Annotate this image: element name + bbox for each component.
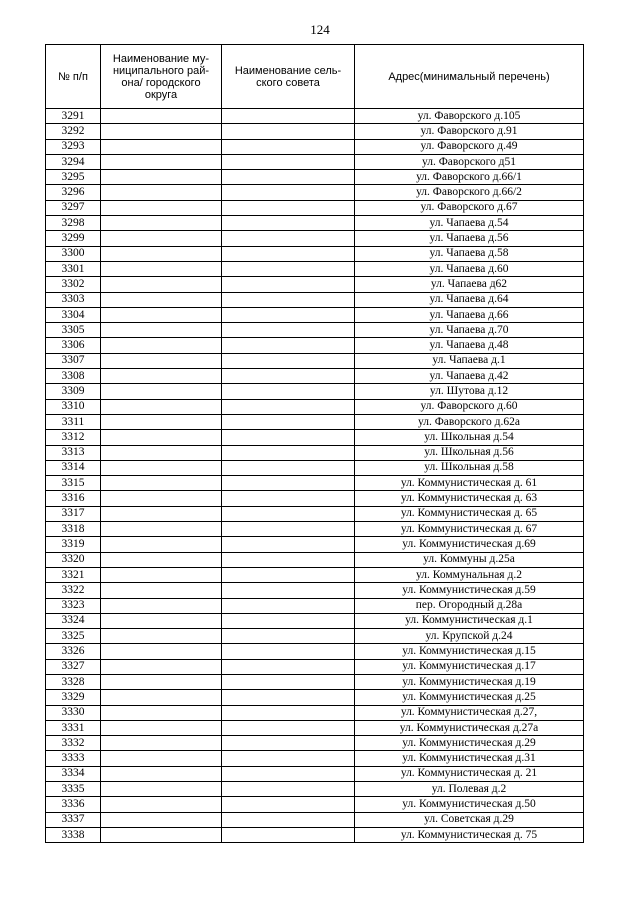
council-cell [222,277,355,292]
address-cell: ул. Коммунистическая д.1 [355,613,584,628]
address-cell: ул. Чапаева д.70 [355,323,584,338]
district-cell [101,613,222,628]
table-row [46,185,584,200]
table-row [46,307,584,322]
table-row [46,782,584,797]
address-cell: ул. Советская д.29 [355,812,584,827]
district-cell [101,399,222,414]
table-row [46,751,584,766]
district-cell [101,170,222,185]
address-cell: ул. Крупской д.24 [355,629,584,644]
row-number: 3300 [46,246,101,261]
row-number: 3292 [46,124,101,139]
row-number: 3315 [46,476,101,491]
council-cell [222,629,355,644]
council-cell [222,567,355,582]
row-number: 3299 [46,231,101,246]
row-number: 3312 [46,430,101,445]
table-row [46,537,584,552]
table-row [46,827,584,842]
council-cell [222,522,355,537]
row-number: 3296 [46,185,101,200]
address-cell: ул. Школьная д.54 [355,430,584,445]
address-cell: ул. Фаворского д.60 [355,399,584,414]
table-row [46,598,584,613]
district-cell [101,323,222,338]
council-cell [222,307,355,322]
row-number: 3330 [46,705,101,720]
row-number: 3313 [46,445,101,460]
table-row [46,690,584,705]
table-row [46,323,584,338]
row-number: 3335 [46,782,101,797]
council-cell [222,124,355,139]
row-number: 3336 [46,797,101,812]
table-row [46,139,584,154]
district-cell [101,246,222,261]
row-number: 3314 [46,460,101,475]
address-cell: ул. Коммунистическая д.19 [355,674,584,689]
district-cell [101,430,222,445]
row-number: 3317 [46,506,101,521]
address-cell: ул. Чапаева д.60 [355,261,584,276]
row-number: 3310 [46,399,101,414]
row-number: 3311 [46,414,101,429]
council-cell [222,476,355,491]
council-cell [222,827,355,842]
address-cell: ул. Коммунистическая д.25 [355,690,584,705]
address-cell: ул. Фаворского д.67 [355,200,584,215]
row-number: 3297 [46,200,101,215]
table-row [46,583,584,598]
address-cell: ул. Коммунистическая д.17 [355,659,584,674]
table-row [46,674,584,689]
row-number: 3328 [46,674,101,689]
table-row [46,430,584,445]
row-number: 3294 [46,154,101,169]
district-cell [101,139,222,154]
table-row [46,338,584,353]
row-number: 3332 [46,736,101,751]
address-cell: ул. Коммунистическая д. 75 [355,827,584,842]
table-row [46,705,584,720]
council-cell [222,139,355,154]
district-cell [101,537,222,552]
district-cell [101,154,222,169]
address-cell: ул. Коммунистическая д.15 [355,644,584,659]
row-number: 3298 [46,216,101,231]
district-cell [101,185,222,200]
council-cell [222,323,355,338]
table-row [46,522,584,537]
district-cell [101,690,222,705]
address-cell: ул. Чапаева д.66 [355,307,584,322]
district-cell [101,751,222,766]
district-cell [101,292,222,307]
header-address: Адрес(минимальный перечень) [355,45,584,109]
district-cell [101,200,222,215]
district-cell [101,491,222,506]
address-cell: ул. Коммунальная д.2 [355,567,584,582]
address-cell: ул. Коммунистическая д.27, [355,705,584,720]
address-cell: ул. Коммуны д.25а [355,552,584,567]
council-cell [222,369,355,384]
header-district: Наименование му- ниципального рай- она/ городского округа [101,45,222,109]
council-cell [222,216,355,231]
table-row [46,613,584,628]
address-cell: ул. Полевая д.2 [355,782,584,797]
table-row [46,812,584,827]
table-row [46,170,584,185]
address-cell: ул. Чапаева д.58 [355,246,584,261]
row-number: 3318 [46,522,101,537]
row-number: 3329 [46,690,101,705]
row-number: 3321 [46,567,101,582]
row-number: 3304 [46,307,101,322]
district-cell [101,766,222,781]
table-row [46,216,584,231]
council-cell [222,353,355,368]
address-cell: ул. Шутова д.12 [355,384,584,399]
council-cell [222,736,355,751]
district-cell [101,629,222,644]
council-cell [222,154,355,169]
table-row [46,200,584,215]
address-cell: ул. Коммунистическая д.59 [355,583,584,598]
row-number: 3319 [46,537,101,552]
address-register-table [45,44,584,843]
address-cell: ул. Школьная д.58 [355,460,584,475]
table-row [46,414,584,429]
address-cell: ул. Фаворского д.91 [355,124,584,139]
address-cell: ул. Чапаева д.1 [355,353,584,368]
table-row [46,384,584,399]
address-cell: ул. Коммунистическая д. 21 [355,766,584,781]
table-row [46,567,584,582]
district-cell [101,216,222,231]
council-cell [222,261,355,276]
row-number: 3337 [46,812,101,827]
row-number: 3320 [46,552,101,567]
district-cell [101,261,222,276]
table-row [46,445,584,460]
council-cell [222,674,355,689]
district-cell [101,353,222,368]
table-row [46,246,584,261]
row-number: 3308 [46,369,101,384]
table-row [46,261,584,276]
address-cell: ул. Коммунистическая д. 67 [355,522,584,537]
address-cell: ул. Чапаева д.56 [355,231,584,246]
district-cell [101,476,222,491]
row-number: 3323 [46,598,101,613]
council-cell [222,705,355,720]
council-cell [222,414,355,429]
row-number: 3309 [46,384,101,399]
district-cell [101,812,222,827]
table-body [46,109,584,843]
address-cell: ул. Чапаева д62 [355,277,584,292]
council-cell [222,598,355,613]
council-cell [222,231,355,246]
district-cell [101,124,222,139]
district-cell [101,445,222,460]
address-cell: ул. Фаворского д.66/1 [355,170,584,185]
council-cell [222,552,355,567]
district-cell [101,659,222,674]
district-cell [101,644,222,659]
district-cell [101,705,222,720]
district-cell [101,720,222,735]
table-row [46,552,584,567]
table-row [46,277,584,292]
address-cell: ул. Коммунистическая д.27а [355,720,584,735]
row-number: 3325 [46,629,101,644]
district-cell [101,782,222,797]
table-row [46,659,584,674]
district-cell [101,460,222,475]
district-cell [101,277,222,292]
council-cell [222,782,355,797]
table-row [46,460,584,475]
table-row [46,629,584,644]
table-row [46,399,584,414]
row-number: 3293 [46,139,101,154]
table-row [46,644,584,659]
council-cell [222,109,355,124]
council-cell [222,506,355,521]
table-row [46,292,584,307]
address-cell: ул. Фаворского д.105 [355,109,584,124]
district-cell [101,338,222,353]
council-cell [222,200,355,215]
table-row [46,797,584,812]
row-number: 3331 [46,720,101,735]
address-cell: ул. Коммунистическая д. 61 [355,476,584,491]
row-number: 3303 [46,292,101,307]
district-cell [101,567,222,582]
council-cell [222,720,355,735]
address-cell: ул. Чапаева д.54 [355,216,584,231]
address-cell: ул. Фаворского д.66/2 [355,185,584,200]
row-number: 3306 [46,338,101,353]
council-cell [222,644,355,659]
district-cell [101,736,222,751]
row-number: 3334 [46,766,101,781]
address-cell: ул. Фаворского д.62а [355,414,584,429]
address-cell: ул. Коммунистическая д.31 [355,751,584,766]
council-cell [222,384,355,399]
council-cell [222,751,355,766]
table-row [46,476,584,491]
council-cell [222,812,355,827]
council-cell [222,659,355,674]
address-cell: ул. Коммунистическая д.69 [355,537,584,552]
district-cell [101,307,222,322]
address-cell: ул. Чапаева д.64 [355,292,584,307]
row-number: 3333 [46,751,101,766]
header-num: № п/п [46,45,101,109]
council-cell [222,491,355,506]
table-row [46,491,584,506]
district-cell [101,384,222,399]
council-cell [222,170,355,185]
row-number: 3307 [46,353,101,368]
district-cell [101,598,222,613]
row-number: 3316 [46,491,101,506]
address-cell: ул. Школьная д.56 [355,445,584,460]
table-row [46,124,584,139]
council-cell [222,246,355,261]
district-cell [101,797,222,812]
council-cell [222,292,355,307]
table-row [46,766,584,781]
row-number: 3322 [46,583,101,598]
council-cell [222,690,355,705]
header-council: Наименование сель- ского совета [222,45,355,109]
row-number: 3302 [46,277,101,292]
row-number: 3291 [46,109,101,124]
table-row [46,369,584,384]
row-number: 3326 [46,644,101,659]
row-number: 3327 [46,659,101,674]
district-cell [101,552,222,567]
council-cell [222,185,355,200]
district-cell [101,522,222,537]
row-number: 3295 [46,170,101,185]
row-number: 3338 [46,827,101,842]
district-cell [101,506,222,521]
council-cell [222,613,355,628]
district-cell [101,583,222,598]
district-cell [101,827,222,842]
council-cell [222,399,355,414]
page-number: 124 [310,22,330,37]
row-number: 3324 [46,613,101,628]
address-cell: ул. Коммунистическая д.50 [355,797,584,812]
address-cell: ул. Коммунистическая д. 63 [355,491,584,506]
table-row [46,231,584,246]
address-cell: ул. Фаворского д.49 [355,139,584,154]
table-row [46,154,584,169]
council-cell [222,766,355,781]
row-number: 3305 [46,323,101,338]
row-number: 3301 [46,261,101,276]
address-cell: пер. Огородный д.28а [355,598,584,613]
district-cell [101,369,222,384]
district-cell [101,109,222,124]
council-cell [222,430,355,445]
district-cell [101,414,222,429]
council-cell [222,583,355,598]
council-cell [222,445,355,460]
district-cell [101,674,222,689]
address-cell: ул. Чапаева д.42 [355,369,584,384]
address-cell: ул. Фаворского д51 [355,154,584,169]
header-row [46,45,584,109]
table-row [46,720,584,735]
address-cell: ул. Коммунистическая д. 65 [355,506,584,521]
address-cell: ул. Коммунистическая д.29 [355,736,584,751]
address-cell: ул. Чапаева д.48 [355,338,584,353]
council-cell [222,797,355,812]
council-cell [222,537,355,552]
district-cell [101,231,222,246]
table-row [46,736,584,751]
table-row [46,506,584,521]
table-row [46,353,584,368]
council-cell [222,338,355,353]
council-cell [222,460,355,475]
table-row [46,109,584,124]
